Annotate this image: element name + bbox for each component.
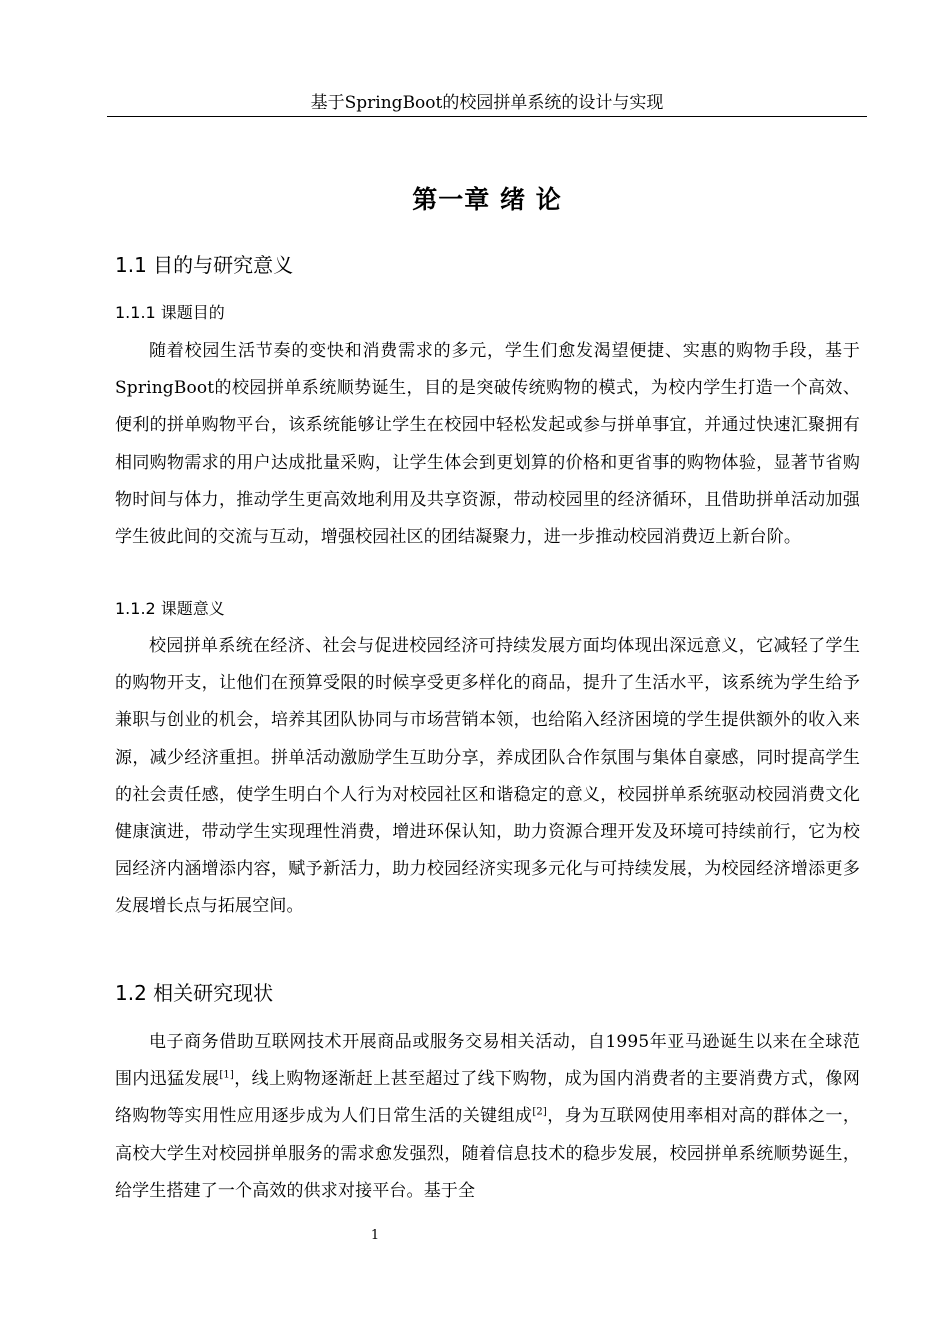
citation-1: [1] [219, 1069, 234, 1081]
paragraph-research-status [115, 1024, 860, 1210]
subsection-heading-1-1-1: 1.1.1 课题目的 [115, 303, 225, 322]
paragraph-significance: 校园拼单系统在经济、社会与促进校园经济可持续发展方面均体现出深远意义，它减轻了学生的购物开支，让他们在预算受限的时候享受更多样化的商品，提升了生活水平，该系统为学生给予兼职与创业的机会，培养其团队协同与市场营销本领，也给陷入经济困境的学生提供额外的收入来源，减少经济重担。拼单活动激励学生互助分享，养成团队合作氛围与集体自豪感，同时提高学生的社会责任感，使学生明白个人行为对校园社区和谐稳定的意义，校园拼单系统驱动校园消费文化健康演进，带动学生实现理性消费，增进环保认知，助力资源合理开发及环境可持续前行，它为校园经济内涵增添内容，赋予新活力，助力校园经济实现多元化与可持续发展，为校园经济增添更多发展增长点与拓展空间。 [115, 636, 860, 917]
header-rule [107, 116, 867, 117]
research-text-a: 电子商务借助互联网技术开展商品或服务交易相关活动，自1995年亚马逊诞生以来在全球范围内迅猛发展 [115, 1032, 860, 1090]
running-header: 基于SpringBoot的校园拼单系统的设计与实现 [310, 93, 664, 113]
research-text-c: ，身为互联网使用率相对高的群体之一，高校大学生对校园拼单服务的需求愈发强烈，随着信息技术的稳步发展，校园拼单系统顺势诞生，给学生搭建了一个高效的供求对接平台。基于全 [115, 1106, 860, 1201]
page-number: 1 [370, 1228, 380, 1243]
citation-2: [2] [532, 1106, 547, 1118]
subsection-heading-1-1-2: 1.1.2 课题意义 [115, 599, 225, 618]
chapter-title: 第一章 绪 论 [412, 185, 562, 214]
section-heading-1-1: 1.1 目的与研究意义 [115, 253, 294, 277]
section-heading-1-2: 1.2 相关研究现状 [115, 981, 274, 1005]
paragraph-purpose: 随着校园生活节奏的变快和消费需求的多元，学生们愈发渴望便捷、实惠的购物手段，基于SpringBoot的校园拼单系统顺势诞生，目的是突破传统购物的模式，为校内学生打造一个高效、便利的拼单购物平台，该系统能够让学生在校园中轻松发起或参与拼单事宜，并通过快速汇聚拥有相同购物需求的用户达成批量采购，让学生体会到更划算的价格和更省事的购物体验，显著节省购物时间与体力，推动学生更高效地利用及共享资源，带动校园里的经济循环，且借助拼单活动加强学生彼此间的交流与互动，增强校园社区的团结凝聚力，进一步推动校园消费迈上新台阶。 [115, 341, 860, 548]
research-text-b: ，线上购物逐渐赶上甚至超过了线下购物，成为国内消费者的主要消费方式，像网络购物等实用性应用逐步成为人们日常生活的关键组成 [115, 1069, 860, 1127]
